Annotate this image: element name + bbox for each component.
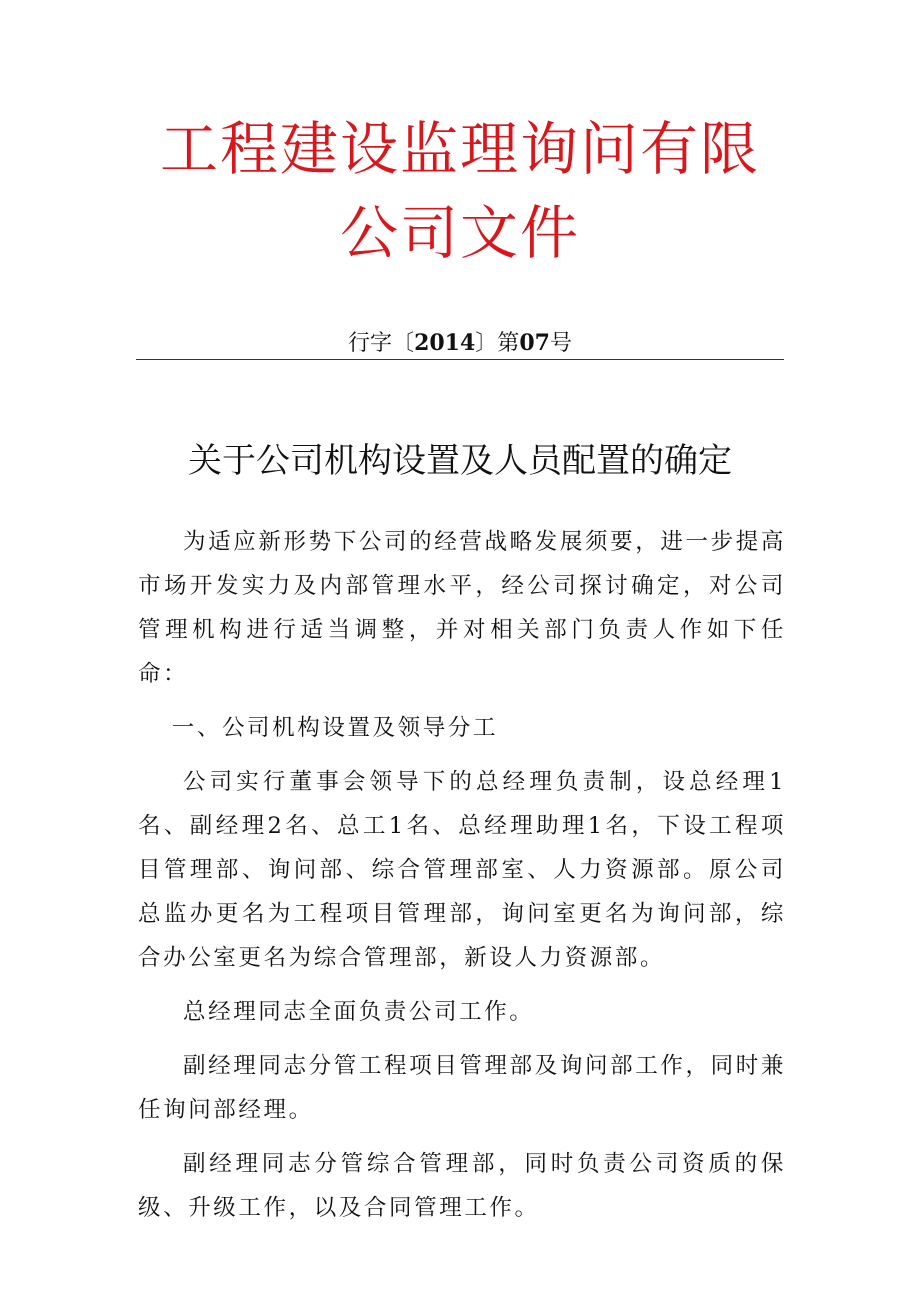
body-paragraph: 为适应新形势下公司的经营战略发展须要，进一步提高市场开发实力及内部管理水平，经公司探讨确定，对公司管理机构进行适当调整，并对相关部门负责人作如下任命：: [138, 529, 786, 687]
section-heading: 一、公司机构设置及领导分工: [171, 715, 499, 741]
document-number: [0, 332, 920, 355]
document-number-prefix: 行字〔: [348, 331, 415, 356]
document-body: [138, 520, 786, 1240]
document-number-suffix: 号: [549, 331, 572, 356]
document-number-value: 07: [519, 330, 550, 356]
document-number-middle: 〕第: [475, 331, 520, 356]
body-paragraph: 副经理同志分管综合管理部，同时负责公司资质的保级、升级工作，以及合同管理工作。: [138, 1151, 786, 1221]
document-header-line-1: 工程建设监理询问有限: [159, 115, 760, 183]
header-divider: [136, 359, 784, 360]
body-paragraph: 总经理同志全面负责公司工作。: [183, 999, 535, 1025]
document-number-year: 2014: [414, 330, 476, 356]
document-header-line-2: 公司文件: [339, 199, 580, 267]
body-paragraph: 副经理同志分管工程项目管理部及询问部工作，同时兼任询问部经理。: [138, 1053, 786, 1123]
body-paragraph: 公司实行董事会领导下的总经理负责制，设总经理1名、副经理2名、总工1名、总经理助理1名，下设工程项目管理部、询问部、综合管理部室、人力资源部。原公司总监办更名为工程项目管理部，询问室更名为询问部，综合办公室更名为综合管理部，新设人力资源部。: [138, 769, 786, 971]
document-subject: 关于公司机构设置及人员配置的确定: [188, 441, 732, 481]
